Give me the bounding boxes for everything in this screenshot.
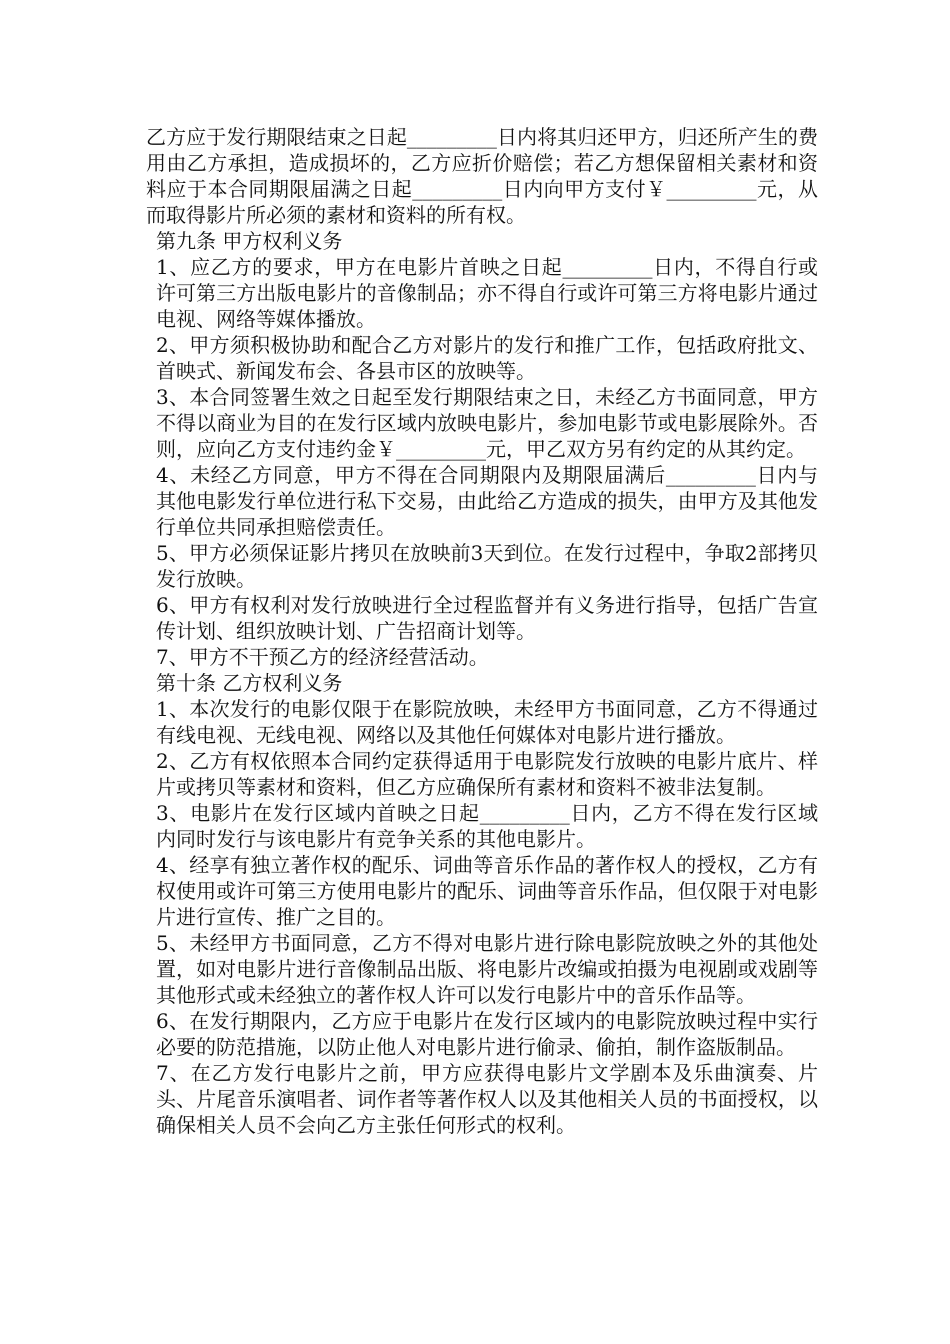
paragraph-a10-item-1: 1、本次发行的电影仅限于在影院放映，未经甲方书面同意，乙方不得通过有线电视、无线电视、网络以及其他任何媒体对电影片进行播放。 (156, 697, 818, 747)
paragraph-a10-item-7: 7、在乙方发行电影片之前，甲方应获得电影片文学剧本及乐曲演奏、片头、片尾音乐演唱者、词作者等著作权人以及其他相关人员的书面授权，以确保相关人员不会向乙方主张任何形式的权利。 (156, 1061, 818, 1137)
paragraph-a9-item-3: 3、本合同签署生效之日起至发行期限结束之日，未经乙方书面同意，甲方不得以商业为目的在发行区域内放映电影片，参加电影节或电影展除外。否则，应向乙方支付违约金￥_________元，甲乙双方另有约定的从其约定。 (156, 385, 818, 461)
paragraph-a9-item-1: 1、应乙方的要求，甲方在电影片首映之日起_________日内，不得自行或许可第三方出版电影片的音像制品；亦不得自行或许可第三方将电影片通过电视、网络等媒体播放。 (156, 255, 818, 331)
heading-article-9: 第九条 甲方权利义务 (156, 229, 343, 253)
paragraph-a9-item-2: 2、甲方须积极协助和配合乙方对影片的发行和推广工作，包括政府批文、首映式、新闻发布会、各县市区的放映等。 (156, 333, 818, 383)
paragraph-a9-item-6: 6、甲方有权利对发行放映进行全过程监督并有义务进行指导，包括广告宣传计划、组织放映计划、广告招商计划等。 (156, 593, 818, 643)
paragraph-a10-item-6: 6、在发行期限内，乙方应于电影片在发行区域内的电影院放映过程中实行必要的防范措施，以防止他人对电影片进行偷录、偷拍，制作盗版制品。 (156, 1009, 818, 1059)
document-body (146, 124, 818, 1138)
paragraph-a10-item-2: 2、乙方有权依照本合同约定获得适用于电影院发行放映的电影片底片、样片或拷贝等素材和资料，但乙方应确保所有素材和资料不被非法复制。 (156, 749, 818, 799)
paragraph-a10-item-5: 5、未经甲方书面同意，乙方不得对电影片进行除电影院放映之外的其他处置，如对电影片进行音像制品出版、将电影片改编或拍摄为电视剧或戏剧等其他形式或未经独立的著作权人许可以发行电影片中的音乐作品等。 (156, 931, 818, 1007)
paragraph-a9-item-7: 7、甲方不干预乙方的经济经营活动。 (156, 645, 489, 669)
heading-article-10: 第十条 乙方权利义务 (156, 671, 343, 695)
paragraph-a10-item-3: 3、电影片在发行区域内首映之日起_________日内，乙方不得在发行区域内同时发行与该电影片有竞争关系的其他电影片。 (156, 801, 818, 851)
paragraph-return-materials: 乙方应于发行期限结束之日起_________日内将其归还甲方，归还所产生的费用由乙方承担，造成损坏的，乙方应折价赔偿；若乙方想保留相关素材和资料应于本合同期限届满之日起_________日内向甲方支付￥_________元，从而取得影片所必须的素材和资料的所有权。 (146, 125, 818, 227)
paragraph-a10-item-4: 4、经享有独立著作权的配乐、词曲等音乐作品的著作权人的授权，乙方有权使用或许可第三方使用电影片的配乐、词曲等音乐作品，但仅限于对电影片进行宣传、推广之目的。 (156, 853, 818, 929)
paragraph-a9-item-5: 5、甲方必须保证影片拷贝在放映前3天到位。在发行过程中，争取2部拷贝发行放映。 (156, 541, 818, 591)
paragraph-a9-item-4: 4、未经乙方同意，甲方不得在合同期限内及期限届满后_________日内与其他电影发行单位进行私下交易，由此给乙方造成的损失，由甲方及其他发行单位共同承担赔偿责任。 (156, 463, 818, 539)
